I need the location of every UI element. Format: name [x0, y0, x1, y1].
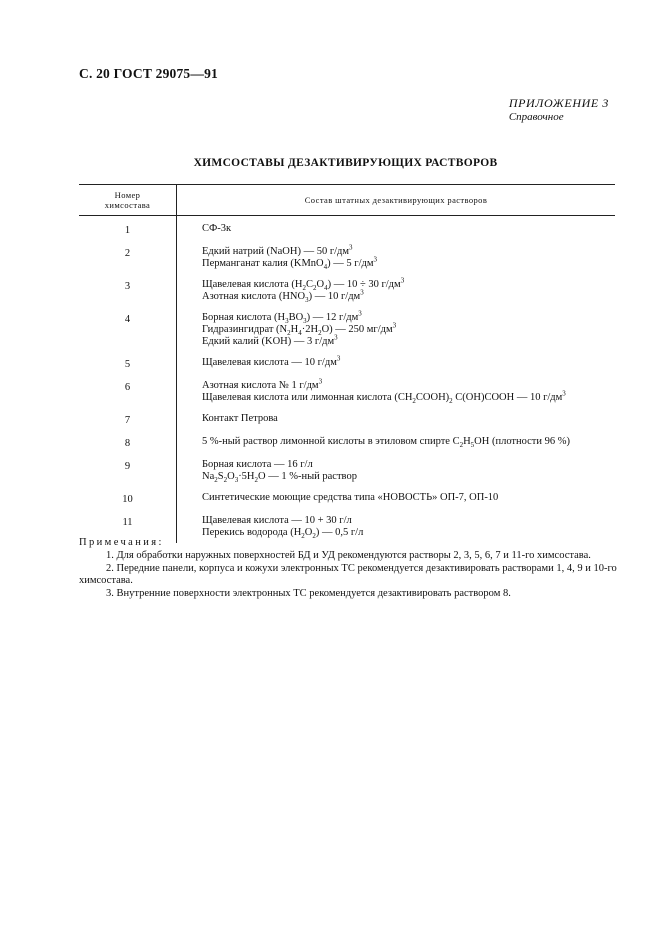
- row-composition: [176, 459, 615, 483]
- row-composition: [176, 243, 615, 272]
- composition-line: Контакт Петрова: [202, 413, 278, 424]
- composition-line: Борная кислота — 16 г/л: [202, 459, 313, 470]
- page-header: С. 20 ГОСТ 29075—91: [79, 66, 218, 81]
- compositions-table: [79, 184, 615, 543]
- composition-line: СФ-3к: [202, 223, 232, 234]
- composition-line: Азотная кислота № 1 $г/дм^3$: [202, 377, 323, 391]
- row-number: 6: [124, 382, 131, 393]
- row-composition: [176, 492, 615, 506]
- row-number: 7: [124, 415, 131, 426]
- row-number: 4: [124, 314, 131, 325]
- row-composition: [176, 377, 615, 406]
- header-composition: Состав штатных дезактивирующих растворов: [304, 195, 488, 205]
- composition-line: $Na_2S_2O_3\cdot 5H_2O$ — 1 %-ный раствор: [202, 471, 357, 485]
- table-header: [79, 184, 615, 216]
- row-number: 9: [124, 461, 131, 472]
- table-row: [79, 404, 615, 427]
- notes-title: Примечания:: [79, 537, 164, 548]
- header-number-line1: Номер: [114, 190, 141, 200]
- row-composition: [176, 436, 615, 450]
- row-composition: [176, 223, 615, 237]
- composition-line: Гидразингидрат $(N_2H_4\cdot 2H_2O)$ — 250 $мг/дм^3$: [202, 321, 397, 338]
- row-number: 5: [124, 359, 131, 370]
- table-row: [79, 216, 615, 237]
- table-row: [79, 371, 615, 404]
- table-body: [79, 216, 615, 543]
- row-composition: [176, 354, 615, 371]
- composition-line: Азотная кислота $(HNO_3)$ — 10 $г/дм^3$: [202, 288, 364, 305]
- composition-line: Щавелевая кислота — 10 + 30 г/л: [202, 515, 352, 526]
- appendix-label: [509, 96, 609, 124]
- table-row: [79, 237, 615, 270]
- composition-line: Щавелевая кислота или лимонная кислота $(CH_2COOH)_2$ C(OH)COOH — 10 $г/дм^3$: [202, 389, 566, 406]
- composition-line: Борная кислота $(H_3BO_3)$ — 12 $г/дм^3$: [202, 309, 362, 326]
- composition-line: Перекись водорода $(H_2O_2)$ — 0,5 г/л: [202, 527, 364, 541]
- composition-line: Щавелевая кислота $(H_2C_2O_4)$ — 10 ÷ 30 $г/дм^3$: [202, 276, 405, 293]
- row-number: 11: [122, 517, 133, 528]
- note-item: 1. Для обработки наружных поверхностей БД и УД рекомендуются растворы 2, 3, 5, 6, 7 и 11-го химсостава.: [106, 550, 591, 561]
- row-number: 1: [124, 225, 131, 236]
- composition-line: 5 %-ный раствор лимонной кислоты в этиловом спирте $C_2H_5OH$ (плотности 96 %): [202, 436, 571, 450]
- header-number: [79, 185, 177, 215]
- composition-line: Перманганат калия (KMnO$_4$) — 5 $г/дм^3$: [202, 255, 377, 272]
- composition-line: Едкий калий (KOH) — 3 $г/дм^3$: [202, 333, 338, 347]
- table-row: [79, 270, 615, 303]
- composition-line: Синтетические моющие средства типа «НОВОСТЬ» ОП-7, ОП-10: [202, 492, 499, 503]
- appendix-number: ПРИЛОЖЕНИЕ 3: [508, 96, 609, 110]
- header-number-line2: химсостава: [104, 200, 151, 210]
- table-row: [79, 348, 615, 371]
- row-number: 2: [124, 248, 131, 259]
- note-item: 3. Внутренние поверхности электронных ТС рекомендуется дезактивировать раствором 8.: [106, 588, 511, 599]
- table-row: [79, 303, 615, 348]
- composition-line: Едкий натрий (NaOH) — 50 $г/дм^3$: [202, 243, 353, 257]
- table-row: [79, 427, 615, 450]
- table-row: [79, 483, 615, 506]
- note-item: 2. Передние панели, корпуса и кожухи электронных ТС рекомендуется дезактивировать растворами 1, 4, 9 и 10-го химсостава.: [79, 563, 617, 586]
- row-number: 8: [124, 438, 131, 449]
- row-composition: [176, 515, 615, 539]
- row-number: 10: [122, 494, 133, 505]
- document-title: ХИМСОСТАВЫ ДЕЗАКТИВИРУЮЩИХ РАСТВОРОВ: [193, 157, 498, 169]
- row-composition: [176, 309, 615, 348]
- appendix-type: Справочное: [508, 111, 564, 123]
- composition-line: Щавелевая кислота — 10 $г/дм^3$: [202, 354, 341, 368]
- row-composition: [176, 413, 615, 427]
- notes-section: [79, 537, 619, 601]
- row-composition: [176, 276, 615, 305]
- table-row: [79, 450, 615, 483]
- row-number: 3: [124, 281, 131, 292]
